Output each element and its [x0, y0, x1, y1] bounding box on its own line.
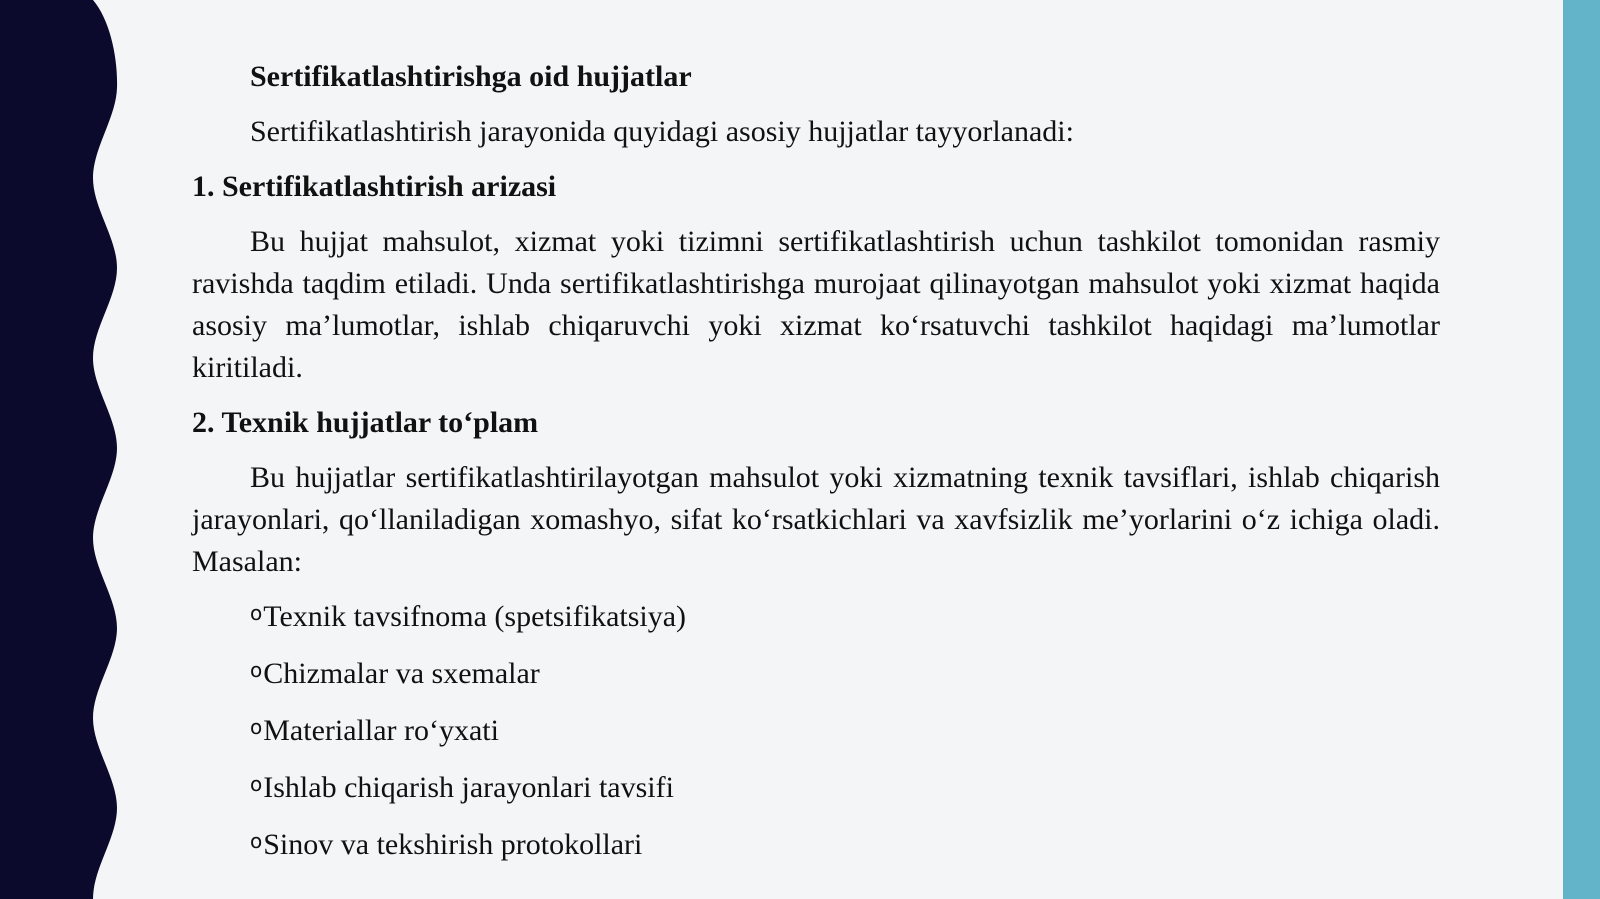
intro-text: Sertifikatlashtirish jarayonida quyidagi asosiy hujjatlar tayyorlanadi:: [250, 115, 1074, 148]
slide-content: [192, 56, 1440, 881]
list-item-text: Ishlab chiqarish jarayonlari tavsifi: [263, 771, 674, 804]
list-item-text: Materiallar ro‘yxati: [263, 714, 499, 747]
section-2-body: Bu hujjatlar sertifikatlashtirilayotgan mahsulot yoki xizmatning texnik tavsiflari, ishlab chiqarish jarayonlari, qo‘llaniladigan xomashyo, sifat ko‘rsatkichlari va xavfsizlik me’yorlarini o‘z ichiga oladi. Masalan:: [192, 461, 1440, 578]
circle-bullet-icon: o: [250, 772, 263, 796]
list-item: [250, 767, 1440, 811]
circle-bullet-icon: o: [250, 829, 263, 853]
list-item: [250, 653, 1440, 697]
wave-shape: [0, 0, 117, 899]
right-accent-bar: [1563, 0, 1600, 899]
circle-bullet-icon: o: [250, 715, 263, 739]
list-item: [250, 596, 1440, 640]
section-1-body: Bu hujjat mahsulot, xizmat yoki tizimni sertifikatlashtirish uchun tashkilot tomonidan rasmiy ravishda taqdim etiladi. Unda sertifikatlashtirishga murojaat qilinayotgan mahsulot yoki xizmat haqida asosiy ma’lumotlar, ishlab chiqaruvchi yoki xizmat ko‘rsatuvchi tashkilot haqidagi ma’lumotlar kiritiladi.: [192, 225, 1440, 384]
list-item: [250, 824, 1440, 868]
circle-bullet-icon: o: [250, 658, 263, 682]
section-2-heading: 2. Texnik hujjatlar to‘plam: [192, 406, 539, 439]
section-1-heading: 1. Sertifikatlashtirish arizasi: [192, 170, 557, 203]
left-wave-decoration: [0, 0, 130, 899]
list-item: [250, 710, 1440, 754]
circle-bullet-icon: o: [250, 601, 263, 625]
list-item-text: Texnik tavsifnoma (spetsifikatsiya): [263, 600, 687, 633]
list-item-text: Chizmalar va sxemalar: [263, 657, 540, 690]
list-item-text: Sinov va tekshirish protokollari: [263, 828, 643, 861]
technical-documents-list: [192, 596, 1440, 868]
document-title: Sertifikatlashtirishga oid hujjatlar: [250, 60, 692, 93]
